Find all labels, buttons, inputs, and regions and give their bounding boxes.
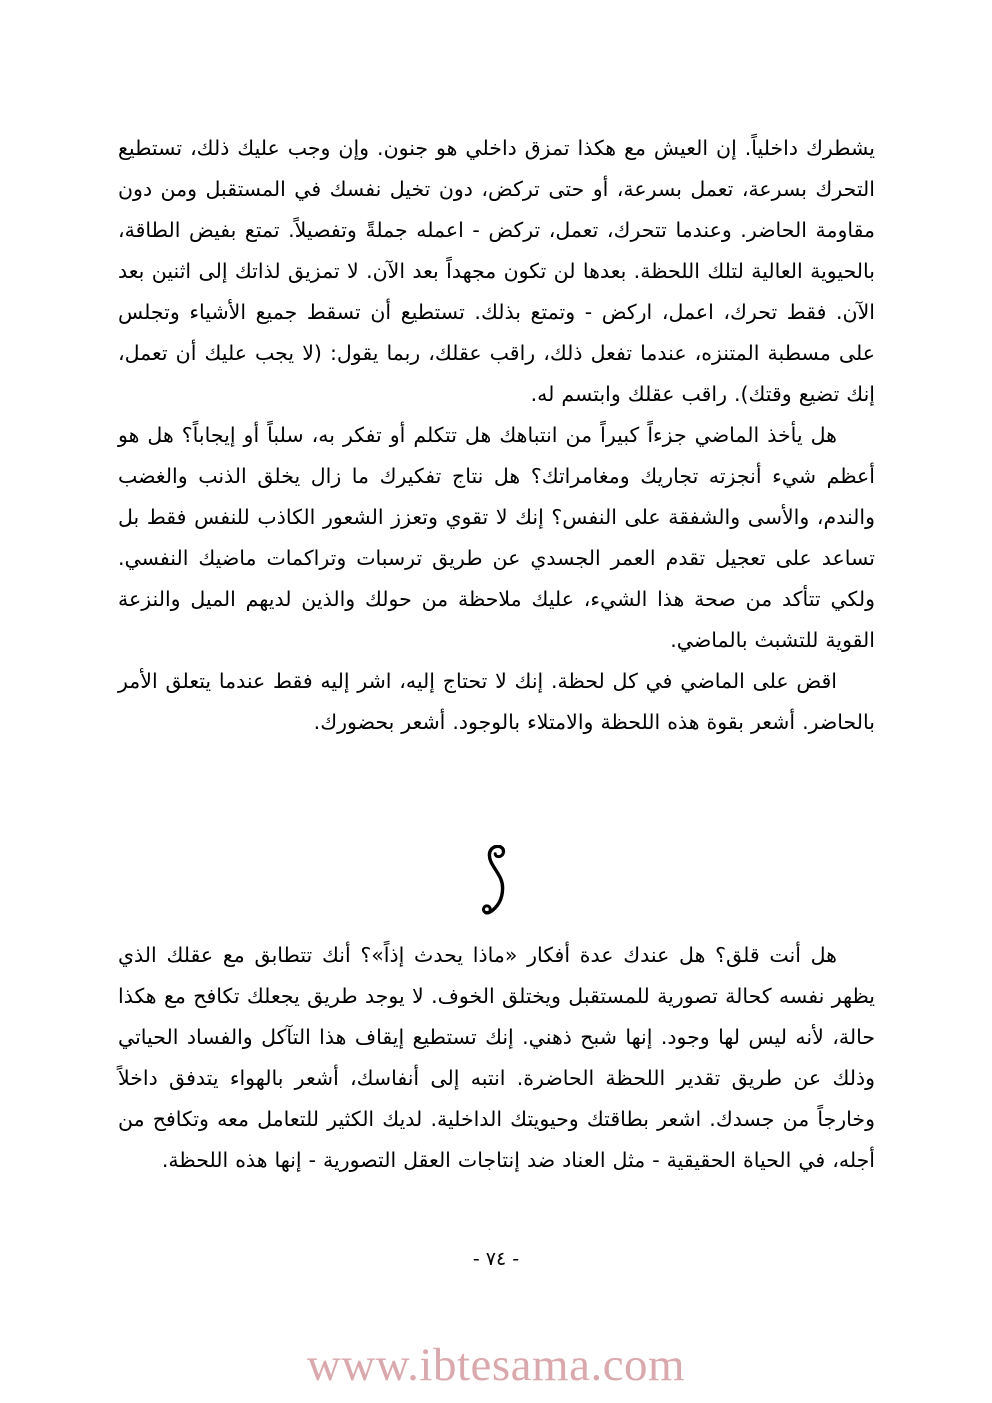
site-watermark: www.ibtesama.com — [306, 1339, 686, 1391]
paragraph-kill-the-past: اقض على الماضي في كل لحظة. إنك لا تحتاج إليه، اشر إليه فقط عندما يتعلق الأمر بالحاضر. أشعر بقوة هذه اللحظة والامتلاء بالوجود. أشعر بحضورك. — [118, 669, 875, 734]
page-text-body — [118, 128, 875, 743]
swash-ornament-icon — [473, 845, 519, 923]
paragraph-anxiety: هل أنت قلق؟ هل عندك عدة أفكار «ماذا يحدث إذاً»؟ أنك تتطابق مع عقلك الذي يظهر نفسه كحالة تصورية للمستقبل ويختلق الخوف. لا يوجد طريق يجعلك تكافح مع هكذا حالة، لأنه ليس لها وجود. إنها شبح ذهني. إنك تستطيع إيقاف هذا التآكل والفساد الحياتي وذلك عن طريق تقدير اللحظة الحاضرة. انتبه إلى أنفاسك، أشعر بالهواء يتدفق داخلاً وخارجاً من جسدك. اشعر بطاقتك وحيويتك الداخلية. لديك الكثير للتعامل معه وتكافح من أجله، في الحياة الحقيقية - مثل العناد ضد إنتاجات العقل التصورية - إنها هذه اللحظة. — [118, 943, 875, 1172]
ornament-divider — [0, 845, 992, 923]
paragraph-past-attention: هل يأخذ الماضي جزءاً كبيراً من انتباهك هل تتكلم أو تفكر به، سلباً أو إيجاباً؟ هل هو أعظم شيء أنجزته تجاريك ومغامراتك؟ هل نتاج تفكيرك ما زال يخلق الذنب والغضب والندم، والأسى والشفقة على النفس؟ إنك لا تقوي وتعزز الشعور الكاذب للنفس فقط بل تساعد على تعجيل تقدم العمر الجسدي عن طريق ترسبات وتراكمات ماضيك النفسي. ولكي تتأكد من صحة هذا الشيء، عليك ملاحظة من حولك والذين لديهم الميل والنزعة القوية للتشبث بالماضي. — [118, 423, 875, 652]
page-text-body-lower — [118, 935, 875, 1181]
paragraph-continuation: يشطرك داخلياً. إن العيش مع هكذا تمزق داخلي هو جنون. وإن وجب عليك ذلك، تستطيع التحرك بسرعة، تعمل بسرعة، أو حتى تركض، دون تخيل نفسك في المستقبل ومن دون مقاومة الحاضر. وعندما تتحرك، تعمل، تركض - اعمله جملةً وتفصيلاً. تمتع بفيض الطاقة، بالحيوية العالية لتلك اللحظة. بعدها لن تكون مجهداً بعد الآن. لا تمزيق لذاتك إلى اثنين بعد الآن. فقط تحرك، اعمل، اركض - وتمتع بذلك. تستطيع أن تسقط جميع الأشياء وتجلس على مسطبة المتنزه، عندما تفعل ذلك، راقب عقلك، ربما يقول: (لا يجب عليك أن تعمل، إنك تضيع وقتك). راقب عقلك وابتسم له. — [118, 136, 875, 406]
page-number: - ٧٤ - — [472, 1248, 520, 1270]
